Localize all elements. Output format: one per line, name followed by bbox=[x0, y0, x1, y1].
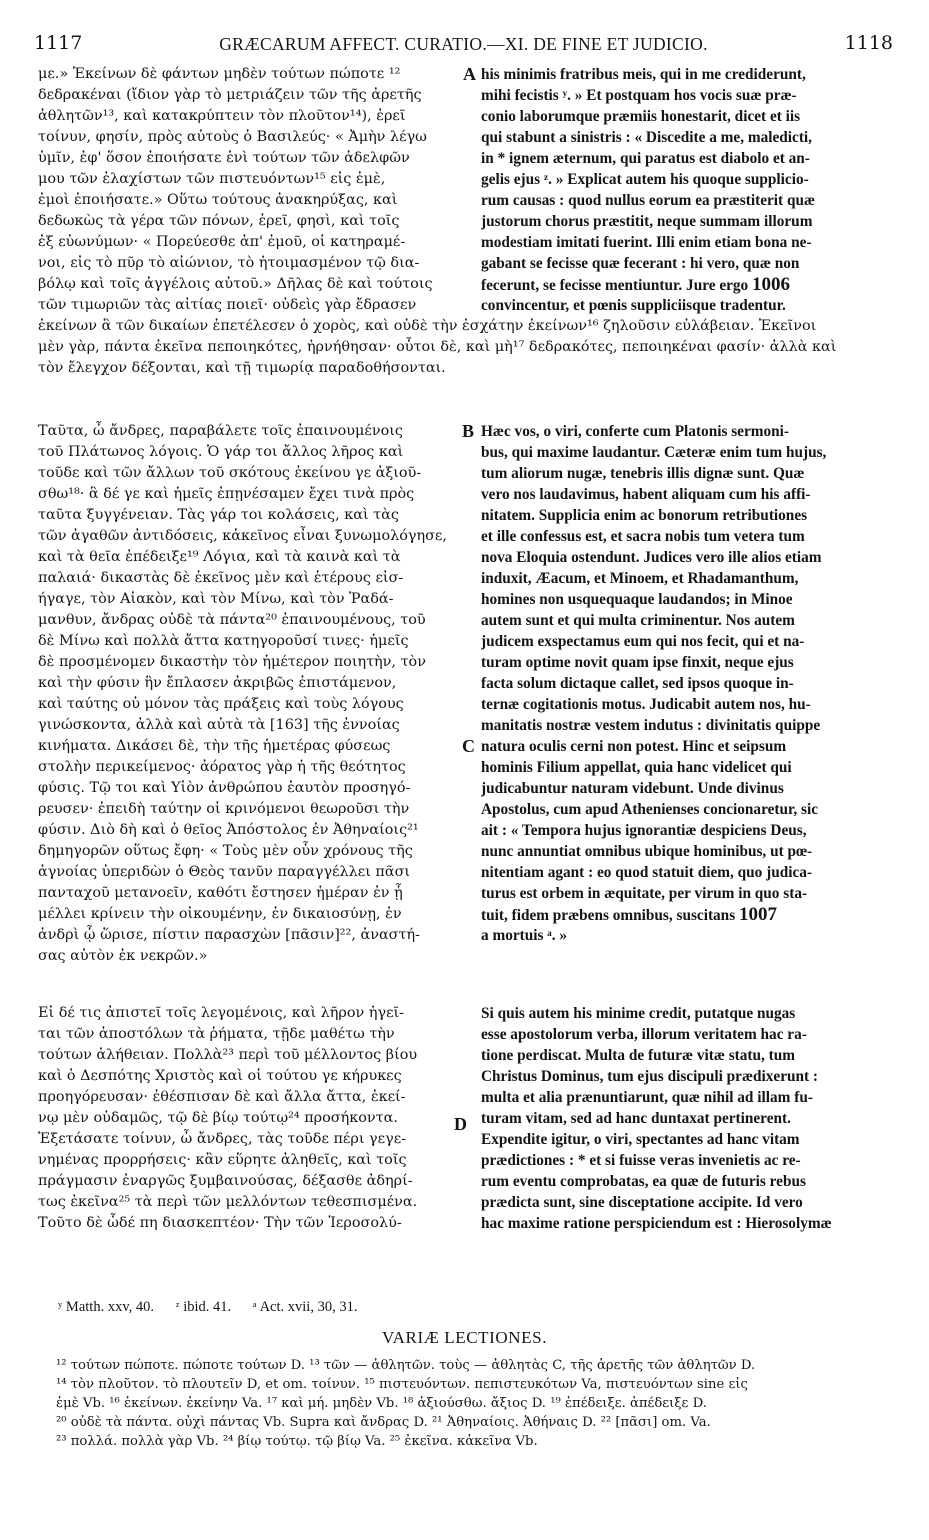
variant-reading-line: ¹² τούτων πώποτε. πώποτε τούτων D. ¹³ τῶν — ἀθλητῶν. τοὺς — ἀθλητὰς C, τῆς ἀρετῆς τῶν ἀθλητῶν D. bbox=[56, 1358, 756, 1373]
greek-line: καὶ ταύτης οὐ μόνον τὰς πράξεις καὶ τοὺς λόγους bbox=[38, 696, 404, 712]
latin-line: his minimis fratribus meis, qui in me crediderunt, bbox=[481, 66, 806, 83]
greek-line: ἐκείνων ἃ τῶν δικαίων ἐπετέλεσεν ὁ χορὸς, καὶ οὐδὲ τὴν ἐσχάτην ἐκείνων¹⁶ ζηλοῦσιν εὐλάβειαν. Ἐκεῖνοι bbox=[38, 318, 817, 334]
greek-line: βόλῳ καὶ τοῖς ἀγγέλοις αὐτοῦ.» Δῆλας δὲ καὶ τούτοις bbox=[38, 276, 433, 292]
greek-line: νοι, εἰς τὸ πῦρ τὸ αἰώνιον, τὸ ἡτοιμασμένον τῷ δια- bbox=[38, 255, 420, 271]
greek-line: δεδρακέναι (ἴδιον γὰρ τὸ μετριάζειν τῶν τῆς ἀρετῆς bbox=[38, 87, 422, 103]
greek-line: μου τῶν ἐλαχίστων τῶν πιστευόντων¹⁵ εἰς ἐμὲ, bbox=[38, 171, 386, 187]
latin-line: Hæc vos, o viri, conferte cum Platonis sermoni- bbox=[481, 423, 789, 440]
greek-line: δεδωκὼς τὰ γέρα τῶν πόνων, ἐρεῖ, φησὶ, καὶ τοῖς bbox=[38, 213, 400, 229]
latin-line: turam optime novit quam ipse finxit, neque ejus bbox=[481, 654, 794, 671]
variant-reading-line: ¹⁴ τὸν πλοῦτον. τὸ πλουτεῖν D, et om. τοίνυν. ¹⁵ πιστευόντων. πεπιστευκότων Va, πιστευόντων sine εἰς bbox=[56, 1377, 748, 1392]
latin-line: multa et alia prænuntiarunt, quæ nihil ad illam fu- bbox=[481, 1089, 813, 1106]
section-number-1006: 1006 bbox=[752, 274, 791, 295]
greek-column-top bbox=[38, 64, 458, 316]
greek-line: ἐμοὶ ἐποιήσατε.» Οὕτω τούτους ἀνακηρύξας, καὶ bbox=[38, 192, 398, 208]
latin-line bbox=[481, 904, 891, 925]
greek-line: καὶ τὴν φύσιν ἣν ἔπλασεν ἀκριβῶς ἐπιστάμενον, bbox=[38, 675, 397, 691]
latin-line: convincentur, et pœnis suppliciisque tradentur. bbox=[481, 297, 786, 314]
greek-line: Ταῦτα, ὦ ἄνδρες, παραβάλετε τοῖς ἐπαινουμένοις bbox=[38, 423, 403, 439]
greek-line: πανταχοῦ μετανοεῖν, καθότι ἔστησεν ἡμέραν ἐν ᾗ bbox=[38, 885, 403, 901]
margin-marker-a: A bbox=[463, 64, 476, 84]
latin-line: mihi fecistis ʸ. » Et postquam hos vocis suæ præ- bbox=[481, 87, 797, 104]
greek-line: ήγαγε, τὸν Αἰακὸν, καὶ τὸν Μίνω, καὶ τὸν Ῥαδά- bbox=[38, 591, 394, 607]
latin-line: et ille confessus est, et sacra nobis tum vetera tum bbox=[481, 528, 805, 545]
greek-line: Ἐξετάσατε τοίνυν, ὦ ἄνδρες, τὰς τοῦδε πέρι γεγε- bbox=[38, 1131, 407, 1147]
latin-line: facta solum dictaque callet, sed ipsos quoque in- bbox=[481, 675, 794, 692]
latin-line: autem sunt et qui multa criminentur. Nos autem bbox=[481, 612, 795, 629]
greek-line: τῶν ἀγαθῶν ἀντιδόσεις, κἀκεῖνος εἶναι ξυνωμολόγησε, bbox=[38, 528, 447, 544]
latin-line: a mortuis ᵃ. » bbox=[481, 927, 568, 944]
latin-line: judicabuntur naturam videbunt. Unde divinus bbox=[481, 780, 784, 797]
margin-marker-b: B bbox=[462, 421, 475, 441]
margin-marker-d: D bbox=[454, 1114, 467, 1134]
greek-line: τούτων ἀλήθειαν. Πολλὰ²³ περὶ τοῦ μέλλοντος βίου bbox=[38, 1047, 418, 1063]
latin-line: nitatem. Supplicia enim ac bonorum retributiones bbox=[481, 507, 808, 524]
latin-line: induxit, Æacum, et Minoem, et Rhadamanthum, bbox=[481, 570, 799, 587]
running-header bbox=[34, 32, 893, 60]
variant-reading-line: ²³ πολλά. πολλὰ γὰρ Vb. ²⁴ βίῳ τούτῳ. τῷ βίῳ Va. ²⁵ ἐκεῖνα. κἀκεῖνα Vb. bbox=[56, 1434, 538, 1449]
latin-line: hac maxime ratione perspiciendum est : Hierosolymæ bbox=[481, 1215, 832, 1232]
greek-line: ἀθλητῶν¹³, καὶ κατακρύπτειν τὸν πλοῦτον¹⁴), ἐρεῖ bbox=[38, 108, 406, 124]
latin-line: manitatis nostræ vestem indutus : divinitatis quippe bbox=[481, 717, 821, 734]
greek-line: μέλλει κρίνειν τὴν οἰκουμένην, ἐν δικαιοσύνῃ, ἐν bbox=[38, 906, 402, 922]
latin-line: vero nos laudavimus, habent aliquam cum his affi- bbox=[481, 486, 811, 503]
variae-lectiones-block bbox=[56, 1356, 896, 1451]
latin-line: nitentiam agant : eo quod statuit diem, quo judica- bbox=[481, 864, 813, 881]
greek-line: δὲ προσμένομεν δικαστὴν τὸν ἡμέτερον ποιητὴν, τὸν bbox=[38, 654, 426, 670]
latin-line: judicem exspectamus eum qui nos fecit, qui et na- bbox=[481, 633, 805, 650]
greek-line: ἀγνοίας ὑπεριδὼν ὁ Θεὸς τανῦν παραγγέλλει πᾶσι bbox=[38, 864, 411, 880]
latin-line: gelis ejus ᶻ. » Explicat autem his quoque supplicio- bbox=[481, 171, 809, 188]
latin-line: modestiam imitati fuerint. Illi enim etiam bona ne- bbox=[481, 234, 812, 251]
greek-column-middle bbox=[38, 421, 458, 967]
page-number-left: 1117 bbox=[34, 32, 83, 54]
margin-marker-c: C bbox=[462, 736, 475, 756]
latin-line-text: fecerunt, se fecisse mentiuntur. Jure ergo bbox=[481, 277, 749, 294]
variae-lectiones-heading: VARIÆ LECTIONES. bbox=[381, 1328, 548, 1347]
latin-line: rum eventu comprobatas, ea quæ de futuris rebus bbox=[481, 1173, 806, 1190]
greek-line: νῳ μὲν οὐδαμῶς, τῷ δὲ βίῳ τούτῳ²⁴ προσήκοντα. bbox=[38, 1110, 398, 1126]
section-number-1007: 1007 bbox=[738, 904, 777, 925]
greek-line: στολὴν περικείμενος· ἀόρατος γὰρ ἡ τῆς θεότητος bbox=[38, 759, 406, 775]
greek-full-width-block bbox=[38, 316, 891, 379]
greek-line: μανθυν, ἄνδρας οὐδὲ τὰ πάντα²⁰ ἐπαινουμένους, τοῦ bbox=[38, 612, 426, 628]
footnote: ʸ Matth. xxv, 40. bbox=[58, 1299, 154, 1315]
latin-line: ait : « Tempora hujus ignorantiæ despiciens Deus, bbox=[481, 822, 807, 839]
latin-line: bus, qui maxime laudantur. Cæteræ enim tum hujus, bbox=[481, 444, 827, 461]
greek-line: σας αὐτὸν ἐκ νεκρῶν.» bbox=[38, 948, 208, 964]
page-number-right: 1118 bbox=[844, 32, 893, 54]
latin-line: conio laborumque præmiis honestarit, dicet et iis bbox=[481, 108, 801, 125]
variant-reading-line: ²⁰ οὐδὲ τὰ πάντα. οὐχὶ πάντας Vb. Supra καὶ ἄνδρας D. ²¹ Ἀθηναίοις. Ἀθήναις D. ²² [πᾶσι] om. Va. bbox=[56, 1415, 711, 1430]
footnote: ᶻ ibid. 41. bbox=[175, 1299, 232, 1315]
greek-line: ἀνδρὶ ᾧ ὥρισε, πίστιν παρασχὼν [πᾶσιν]²², ἀναστή- bbox=[38, 927, 420, 943]
latin-line: nova Eloquia ostendunt. Judices vero ille alios etiam bbox=[481, 549, 822, 566]
greek-line: τοίνυν, φησίν, πρὸς αὐτοὺς ὁ Βασιλεύς· « Ἀμὴν λέγω bbox=[38, 129, 427, 145]
latin-line: prædicta sunt, sine disceptatione accipite. Id vero bbox=[481, 1194, 803, 1211]
greek-line: τὸν ἔλεγχον δέξονται, καὶ τῇ τιμωρίᾳ παραδοθήσονται. bbox=[38, 360, 446, 376]
scripture-footnotes bbox=[58, 1299, 375, 1316]
latin-line: esse apostolorum verba, illorum veritatem hac ra- bbox=[481, 1026, 807, 1043]
greek-line: δὲ Μίνω καὶ πολλὰ ἄττα κατηγοροῦσί τινες· ἡμεῖς bbox=[38, 633, 409, 649]
latin-line bbox=[481, 274, 891, 295]
latin-line-text: tuit, fidem præbens omnibus, suscitans bbox=[481, 907, 736, 924]
greek-line: ρευσεν· ἐπειδὴ ταύτην οἱ κρινόμενοι θεωροῦσι τὴν bbox=[38, 801, 410, 817]
latin-line: Christus Dominus, tum ejus discipuli prædixerunt : bbox=[481, 1068, 819, 1085]
latin-line: rum causas : quod nullus eorum ea præstiterit quæ bbox=[481, 192, 816, 209]
latin-line: tione perdiscat. Multa de futuræ vitæ statu, tum bbox=[481, 1047, 795, 1064]
greek-line: προηγόρευσαν· ἐθέσπισαν δὲ καὶ ἄλλα ἄττα, ἐκεί- bbox=[38, 1089, 406, 1105]
greek-line: τοῦδε καὶ τῶν ἄλλων τοῦ σκότους ἐκείνου γε ἀξιοῦ- bbox=[38, 465, 422, 481]
latin-line: ternæ cogitationis motus. Judicabit autem nos, hu- bbox=[481, 696, 811, 713]
latin-line: Expendite igitur, o viri, spectantes ad hanc vitam bbox=[481, 1131, 800, 1148]
latin-column-middle bbox=[481, 421, 891, 946]
latin-line: justorum chorus præstitit, neque summam illorum bbox=[481, 213, 813, 230]
latin-line: homines non usquequaque laudandos; in Minoe bbox=[481, 591, 793, 608]
greek-line: γινώσκοντα, ἀλλὰ καὶ αὐτὰ τὰ [163] τῆς ἐννοίας bbox=[38, 717, 400, 733]
latin-line: hominis Filium appellat, quia hanc videlicet qui bbox=[481, 759, 792, 776]
latin-line: in * ignem æternum, qui paratus est diabolo et an- bbox=[481, 150, 810, 167]
greek-line: παλαιά· δικαστὰς δὲ ἐκεῖνος μὲν καὶ ἑτέρους εἰσ- bbox=[38, 570, 404, 586]
greek-line: ὑμῖν, ἐφ' ὅσον ἐποιήσατε ἑνὶ τούτων τῶν ἀδελφῶν bbox=[38, 150, 410, 166]
latin-line: natura oculis cerni non potest. Hinc et seipsum bbox=[481, 738, 787, 755]
latin-column-bottom bbox=[481, 1003, 891, 1234]
running-title: GRÆCARUM AFFECT. CURATIO.—XI. DE FINE ET JUDICIO. bbox=[219, 34, 708, 54]
greek-line: δημηγορῶν οὕτως ἔφη· « Τοὺς μὲν οὖν χρόνους τῆς bbox=[38, 843, 413, 859]
variant-reading-line: ἐμὲ Vb. ¹⁶ ἐκείνων. ἐκείνην Va. ¹⁷ καὶ μή. μηδὲν Vb. ¹⁸ ἀξιούσθω. ἄξιος D. ¹⁹ ἐπέδειξε. ἀπέδειξε D. bbox=[56, 1396, 707, 1411]
latin-line: prædictiones : * et si fuisse veras invenietis ac re- bbox=[481, 1152, 801, 1169]
greek-line: καὶ τὰ θεῖα ἐπέδειξε¹⁹ Λόγια, καὶ τὰ καινὰ καὶ τὰ bbox=[38, 549, 401, 565]
latin-line: gabant se fecisse quæ fecerant : hi vero, quæ non bbox=[481, 255, 800, 272]
latin-line: Si quis autem his minime credit, putatque nugas bbox=[481, 1005, 796, 1022]
greek-line: Εἰ δέ τις ἀπιστεῖ τοῖς λεγομένοις, καὶ λῆρον ἡγεῖ- bbox=[38, 1005, 405, 1021]
greek-line: Τοῦτο δὲ ὧδέ πη διασκεπτέον· Τὴν τῶν Ἱεροσολύ- bbox=[38, 1215, 402, 1231]
greek-line: τοῦ Πλάτωνος λόγοις. Ὁ γάρ τοι ἄλλος λῆρος καὶ bbox=[38, 444, 404, 460]
greek-line: ταῦτα ξυγγένειαν. Τὰς γάρ τοι κολάσεις, καὶ τὰς bbox=[38, 507, 399, 523]
greek-line: ται τῶν ἀποστόλων τὰ ῥήματα, τῇδε μαθέτω τὴν bbox=[38, 1026, 395, 1042]
greek-line: φύσιν. Διὸ δὴ καὶ ὁ θεῖος Ἀπόστολος ἐν Ἀθηναίοις²¹ bbox=[38, 822, 419, 838]
greek-line: καὶ ὁ Δεσπότης Χριστὸς καὶ οἱ τούτου γε κήρυκες bbox=[38, 1068, 402, 1084]
latin-line: turus est orbem in æquitate, per virum in quo sta- bbox=[481, 885, 808, 902]
greek-line: φύσις. Τῷ τοι καὶ Υἱὸν ἀνθρώπου ἑαυτὸν προσηγό- bbox=[38, 780, 411, 796]
greek-line: κινήματα. Δικάσει δὲ, τὴν τῆς ἡμετέρας φύσεως bbox=[38, 738, 391, 754]
latin-line: turam vitam, sed ad hanc duntaxat pertinerent. bbox=[481, 1110, 791, 1127]
greek-column-bottom bbox=[38, 1003, 458, 1234]
greek-line: με.» Ἐκείνων δὲ φάντων μηδὲν τούτων πώποτε ¹² bbox=[38, 66, 401, 82]
greek-line: πράγμασιν ἐναργῶς ξυμβαινούσας, δέξασθε ἀδηρί- bbox=[38, 1173, 413, 1189]
latin-line: nunc annuntiat omnibus ubique hominibus, ut pœ- bbox=[481, 843, 813, 860]
latin-line: tum aliorum nugæ, tenebris illis dignæ sunt. Quæ bbox=[481, 465, 805, 482]
footnote: ᵃ Act. xvii, 30, 31. bbox=[252, 1299, 358, 1315]
greek-line: νημένας προρρήσεις· κἂν εὕρητε ἀληθεῖς, καὶ τοῖς bbox=[38, 1152, 407, 1168]
latin-line: qui stabunt a sinistris : « Discedite a me, maledicti, bbox=[481, 129, 813, 146]
latin-column-top bbox=[481, 64, 891, 316]
greek-line: τως ἐκεῖνα²⁵ τὰ περὶ τῶν μελλόντων τεθεσπισμένα. bbox=[38, 1194, 418, 1210]
latin-line: Apostolus, cum apud Athenienses concionaretur, sic bbox=[481, 801, 819, 818]
greek-line: μὲν γὰρ, πάντα ἐκεῖνα πεποιηκότες, ἠρνήθησαν· οὗτοι δὲ, καὶ μὴ¹⁷ δεδρακότες, πεποιηκέναι φασίν· ἀλλὰ καὶ bbox=[38, 339, 837, 355]
greek-line: σθω¹⁸· ἃ δέ γε καὶ ἡμεῖς ἐπῃνέσαμεν ἔχει τινὰ πρὸς bbox=[38, 486, 415, 502]
greek-line: τῶν τιμωριῶν τὰς αἰτίας ποιεῖ· οὐδεὶς γὰρ ἔδρασεν bbox=[38, 297, 417, 313]
greek-line: ἐξ εὐωνύμων· « Πορεύεσθε ἀπ' ἐμοῦ, οἱ κατηραμέ- bbox=[38, 234, 406, 250]
